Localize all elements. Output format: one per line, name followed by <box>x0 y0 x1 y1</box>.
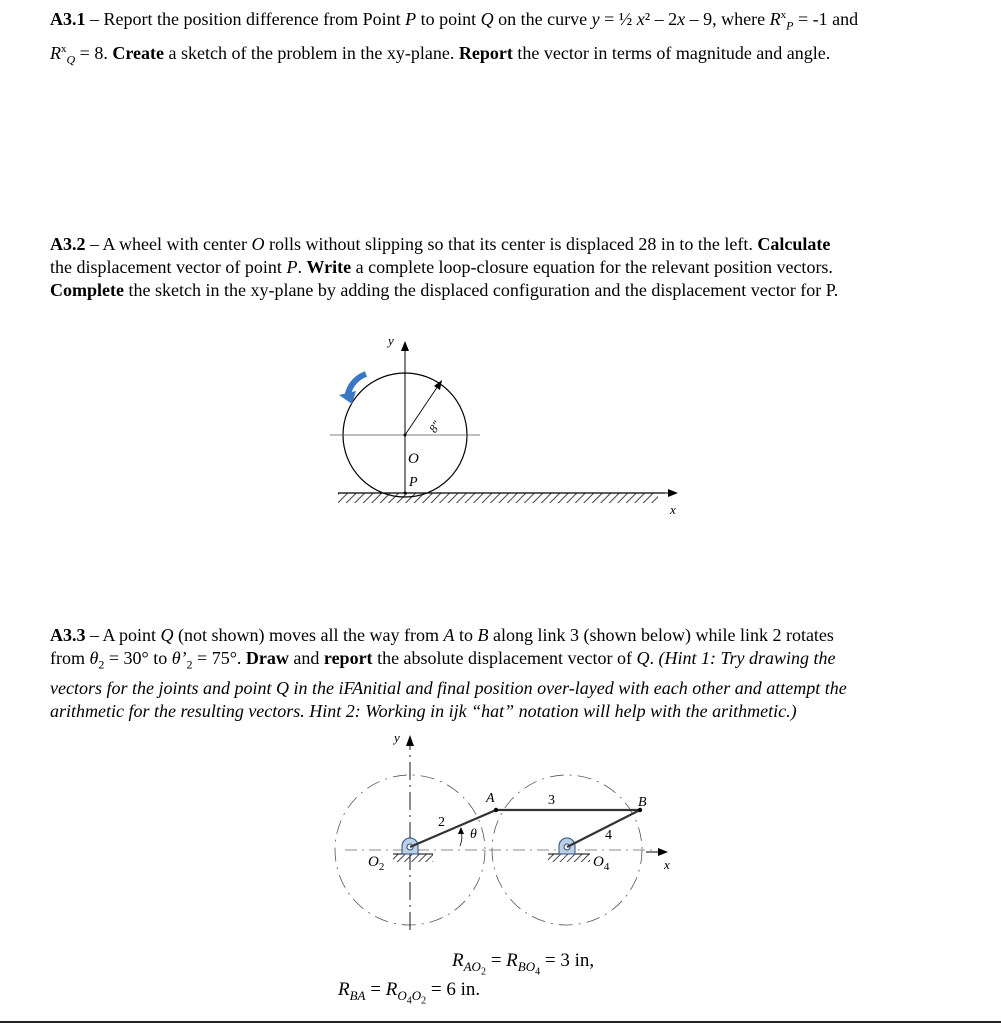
a32-bold: Write <box>306 257 352 277</box>
a32-line-3 <box>50 279 950 302</box>
equation-1 <box>452 950 594 977</box>
a31-text: = 8. <box>75 42 113 63</box>
y-axis-label: y <box>388 333 394 348</box>
a31-line-2 <box>50 38 950 72</box>
x-axis-arrowhead <box>658 848 668 856</box>
x-axis-arrowhead <box>668 489 678 497</box>
y-axis-arrowhead <box>406 735 414 746</box>
eq-text: = <box>485 950 507 971</box>
a31-text: to point <box>416 9 481 29</box>
a31-var: x <box>636 9 645 29</box>
a32-bold: Complete <box>50 280 124 300</box>
a32-text: – A wheel with center <box>85 234 252 254</box>
o4-label: $O_4$ <box>593 854 610 873</box>
x-axis-label: x <box>664 857 670 872</box>
link-4-label: 4 <box>605 828 612 843</box>
a33-line-1 <box>50 624 950 647</box>
a31-text: ² – 2 <box>644 9 678 29</box>
a31-var: Q <box>480 9 494 29</box>
a33-sub: 2 <box>186 657 193 672</box>
a32-var: O <box>251 234 265 254</box>
radius-label: 8" <box>425 418 444 436</box>
a31-text: – 9, where <box>685 9 770 29</box>
a33-text: . <box>649 648 659 668</box>
a33-text: from <box>50 648 90 668</box>
a31-var: R <box>769 9 781 29</box>
center-o-point <box>404 434 407 437</box>
center-o-label: O <box>408 451 419 467</box>
a33-text: – A point <box>85 625 161 645</box>
wheel-figure <box>320 325 700 525</box>
a31-number: A3.1 <box>50 9 86 29</box>
a31-line-1 <box>50 4 950 38</box>
a32-text: the displacement vector of point <box>50 257 287 277</box>
a33-number: A3.3 <box>50 625 86 645</box>
point-p-marker <box>404 492 407 495</box>
a32-text: the sketch in the xy-plane by adding the displaced configuration and the displacement vector for P. <box>123 280 839 300</box>
a33-var: Q <box>160 625 174 645</box>
o2-label: $O_2$ <box>368 854 385 873</box>
a32-number: A3.2 <box>50 234 86 254</box>
a32-bold: Calculate <box>757 234 831 254</box>
point-p-label: P <box>409 475 418 490</box>
link-4 <box>567 810 640 847</box>
joint-a-label: A <box>486 791 495 806</box>
a33-italic: arithmetic for the resulting vectors. Hint 2: Working in ijk “hat” notation will help with the arithmetic.) <box>50 700 797 721</box>
a31-text: a sketch of the problem in the xy-plane. <box>163 42 459 63</box>
a31-sub: Q <box>66 52 76 67</box>
link-2 <box>410 810 496 847</box>
joint-a <box>494 808 498 812</box>
a32-text: . <box>297 257 307 277</box>
eq-sub: O <box>397 987 407 1003</box>
a31-text: the vector in terms of magnitude and angle. <box>512 42 831 63</box>
a33-line-2 <box>50 647 950 677</box>
eq-symbol: R <box>506 950 518 971</box>
a31-var: P <box>405 9 417 29</box>
a33-italic: (Hint 1: Try drawing the <box>658 648 836 668</box>
a33-text: = 30° to <box>104 648 172 668</box>
a32-line-2 <box>50 256 950 279</box>
eq-sub: O <box>411 987 422 1003</box>
a33-var: B <box>477 625 489 645</box>
eq-sub: AO <box>463 958 481 974</box>
theta-label: θ <box>470 827 477 842</box>
ground-o2 <box>393 854 433 862</box>
a33-text: along link 3 (shown below) while link 2 rotates <box>488 625 834 645</box>
eq-symbol: R <box>338 979 350 1000</box>
a33-text: (not shown) moves all the way from <box>173 625 444 645</box>
a33-sub: 2 <box>98 657 105 672</box>
a31-sub: P <box>786 18 794 33</box>
a31-var: y <box>591 9 600 29</box>
a31-bold: Create <box>112 42 164 63</box>
a32-var: P <box>286 257 298 277</box>
eq-symbol: R <box>452 950 464 971</box>
a31-var: x <box>677 9 686 29</box>
a33-var: Q <box>636 648 650 668</box>
eq-sub: BA <box>349 987 366 1003</box>
eq-text: = <box>365 979 386 1000</box>
a33-var: θ’ <box>171 648 187 668</box>
bottom-rule <box>0 1021 1001 1023</box>
a33-bold: report <box>323 648 373 668</box>
joint-b-label: B <box>638 795 647 810</box>
eq-symbol: R <box>385 979 398 1000</box>
problem-a31 <box>50 4 950 71</box>
a31-var: R <box>50 42 61 63</box>
a31-sup: x <box>61 42 67 55</box>
a31-text: – Report the position difference from Point <box>85 9 406 29</box>
a33-line-4 <box>50 700 950 723</box>
a32-line-1 <box>50 233 950 256</box>
a31-text: = ½ <box>599 9 637 29</box>
a32-text: a complete loop-closure equation for the relevant position vectors. <box>351 257 833 277</box>
eq-subsub: 4 <box>406 995 412 1007</box>
eq-text: = 6 in. <box>426 979 481 1000</box>
link-2-label: 2 <box>438 815 445 830</box>
a31-text: on the curve <box>493 9 592 29</box>
a31-bold: Report <box>458 42 513 63</box>
a33-var: A <box>443 625 455 645</box>
problem-a33 <box>50 624 950 723</box>
x-axis-label: x <box>670 502 676 517</box>
y-axis-arrowhead <box>401 341 409 351</box>
ground-o4 <box>548 854 590 862</box>
theta-arrowhead <box>458 827 464 834</box>
a33-text: = 75°. <box>192 648 246 668</box>
a33-text: and <box>288 648 324 668</box>
linkage-figure <box>330 725 690 940</box>
eq-sub: BO <box>517 958 536 974</box>
eq-text: = 3 in, <box>540 950 595 971</box>
a33-text: the absolute displacement vector of <box>372 648 637 668</box>
a31-text: = -1 and <box>793 9 859 29</box>
link-3-label: 3 <box>548 793 555 808</box>
eq-subsub: 4 <box>535 966 541 978</box>
a32-text: rolls without slipping so that its center is displaced 28 in to the left. <box>264 234 758 254</box>
a33-bold: Draw <box>245 648 289 668</box>
y-axis-label: y <box>394 730 400 745</box>
a31-sup: x <box>780 9 787 21</box>
a33-var: θ <box>89 648 99 668</box>
a33-text: to <box>454 625 478 645</box>
a33-line-3 <box>50 677 950 700</box>
eq-subsub: 2 <box>480 966 486 978</box>
a33-italic: vectors for the joints and point Q in the iFAnitial and final position over-layed with each other and attempt the <box>50 677 847 698</box>
problem-a32 <box>50 233 950 302</box>
equation-2 <box>338 979 480 1006</box>
eq-subsub: 2 <box>421 995 427 1007</box>
